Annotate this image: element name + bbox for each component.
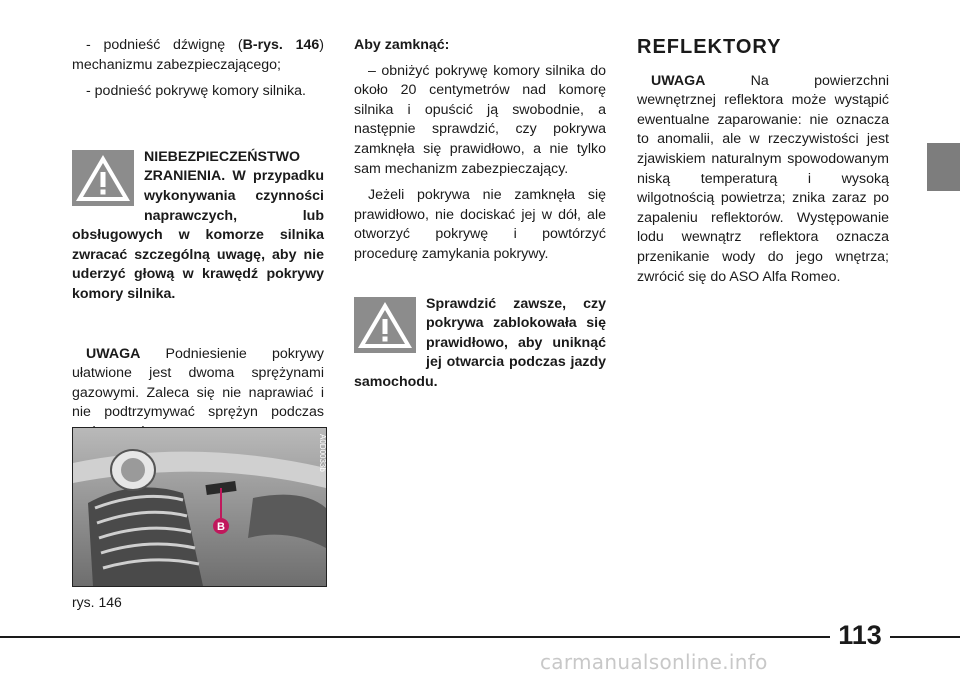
figure-code: A0D0033b <box>318 434 327 472</box>
section-heading-reflektory: REFLEKTORY <box>637 36 782 58</box>
left-column <box>72 36 324 443</box>
injury-warning-text: NIEBEZPIECZEŃSTWO ZRANIENIA. W przypadku wykonywania czynności naprawczych, lub obsługowych w komorze silnika zwracać szczególną uwagę, aby nie uderzyć głową w krawędź pokrywy komory silnika. <box>72 148 324 302</box>
close-heading: Aby zamknąć: <box>354 37 450 53</box>
injury-warning <box>72 148 324 305</box>
warning-triangle-icon <box>72 150 134 206</box>
hood-lever-illustration <box>73 428 326 586</box>
figure-caption: rys. 146 <box>72 594 122 610</box>
warning-triangle-icon <box>354 297 416 353</box>
chapter-tab <box>927 143 960 191</box>
footer-rule <box>0 636 960 638</box>
close-step-lower: – obniżyć pokrywę komory silnika do około 20 centymetrów nad komorę silnika i opuścić ją swobodnie, a następnie sprawdzić, czy pokrywa zamknęła się prawidłowo, a nie tylko sam mechanizm zabezpieczający. <box>354 62 606 177</box>
right-column <box>637 36 889 287</box>
close-step-repeat: Jeżeli pokrywa nie zamknęła się prawidłowo, nie dociskać jej w dół, ale otworzyć pokrywę i powtórzyć procedurę zamykania pokrywy. <box>354 187 606 262</box>
figure-reference: B-rys. 146 <box>242 37 320 53</box>
watermark: carmanualsonline.info <box>540 650 768 674</box>
note-label: UWAGA <box>86 345 141 362</box>
lock-warning <box>354 295 606 393</box>
page-number: 113 <box>830 620 890 650</box>
headlight-note: UWAGA Na powierzchni wewnętrznej reflektora może wystąpić ewentualne zaparowanie: nie oznacza to anomalii, ale w rzeczywistości jest zjawiskiem naturalnym spowodowanym niską temperaturą i wysoką wilgotnością powietrza; znika zaraz po zapaleniu reflektorów. Występowanie lodu wewnątrz reflektora oznacza przenikanie wody do jego wnętrza; zwrócić się do ASO Alfa Romeo. <box>637 72 889 285</box>
figure-hood-lever-photo <box>72 427 327 587</box>
gas-spring-note: UWAGA Podniesienie pokrywy ułatwione jest dwoma sprężynami gazowymi. Zaleca się nie naprawiać i nie podtrzymywać sprężyn podczas <box>72 345 324 421</box>
note-label: UWAGA <box>651 72 706 89</box>
step-lift-lever: - podnieść dźwignę (B-rys. 146) mechanizmu zabezpieczającego; <box>72 37 324 73</box>
lock-warning-text: Sprawdzić zawsze, czy pokrywa zablokowała się prawidłowo, aby uniknąć jej otwarcia podczas jazdy samochodu. <box>354 295 606 390</box>
step-lift-hood: - podnieść pokrywę komory silnika. <box>86 83 306 100</box>
callout-marker-b: B <box>217 521 225 533</box>
middle-column <box>354 36 606 393</box>
